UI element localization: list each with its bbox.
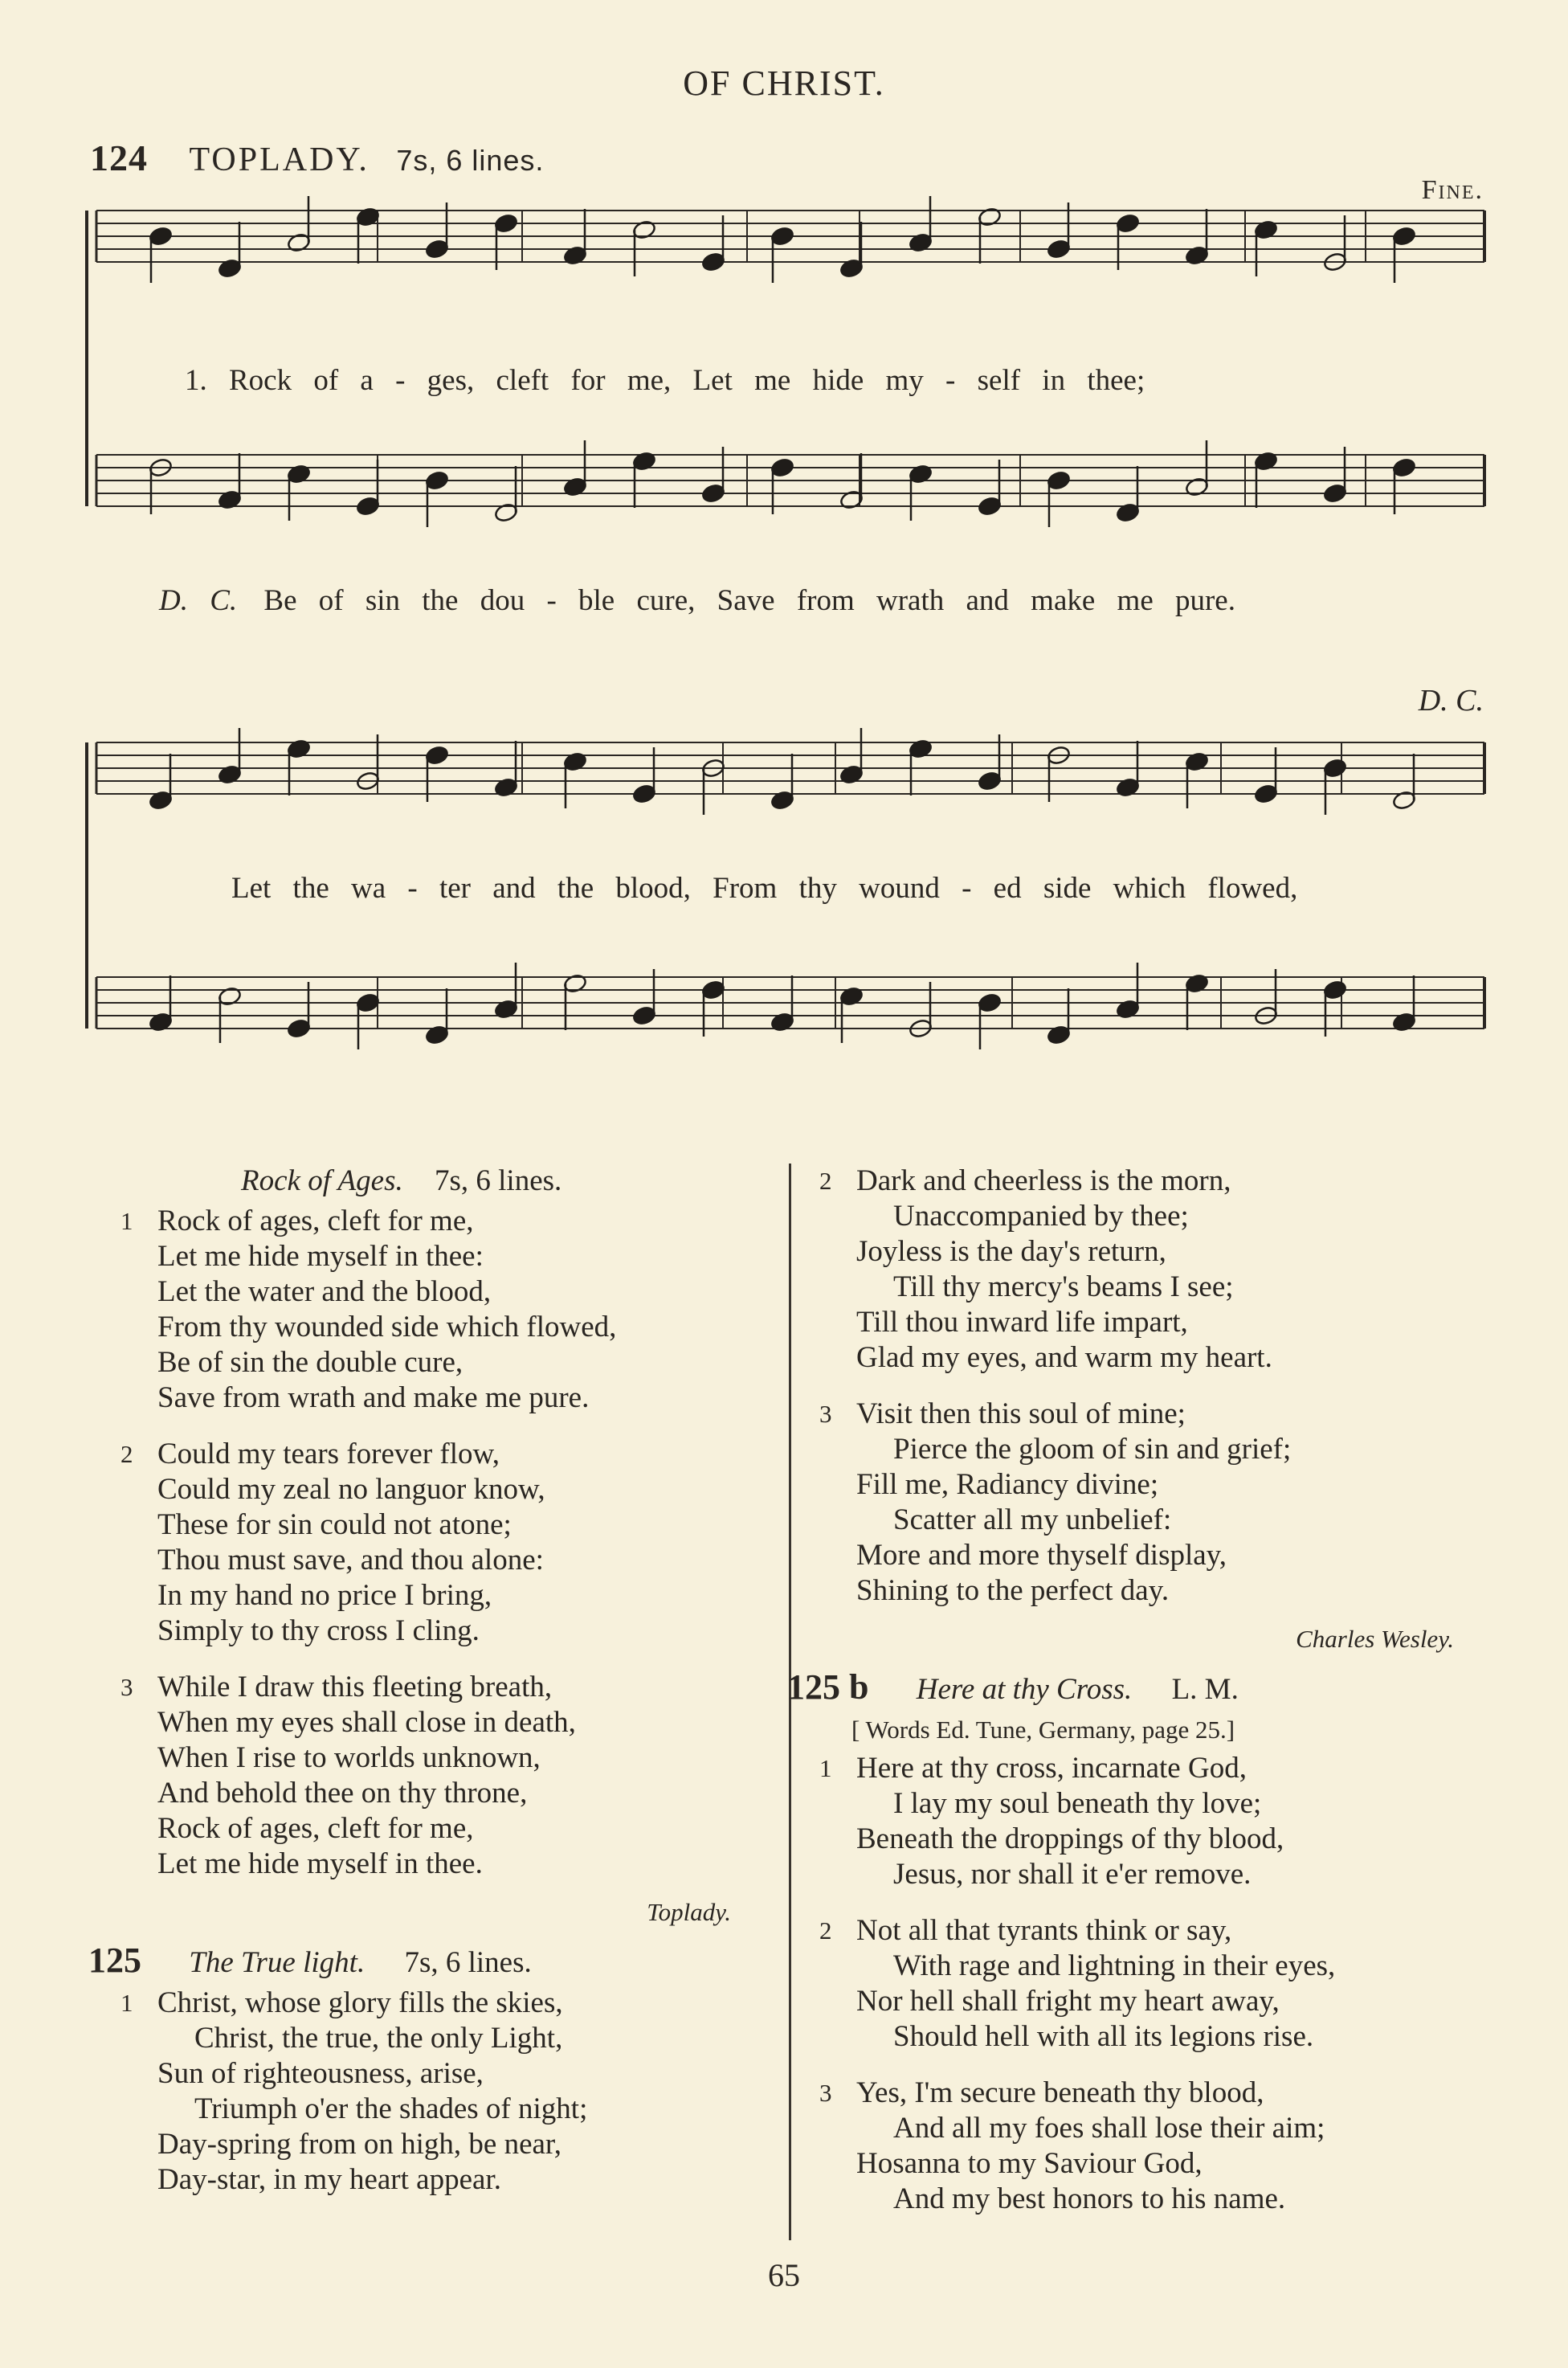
hymn-125b-title: Here at thy Cross. — [916, 1673, 1133, 1706]
note-head — [218, 986, 243, 1007]
verse-number: 3 — [819, 2079, 832, 2107]
note-head — [632, 783, 657, 804]
hymn-124-verse-3 — [120, 1670, 763, 1882]
verse-line: Not all that tyrants think or say, — [856, 1914, 1232, 1947]
verse-line: In my hand no price I bring, — [157, 1579, 492, 1612]
note-head — [149, 226, 174, 247]
verse-line: While I draw this fleeting breath, — [157, 1671, 553, 1703]
note-head — [839, 489, 864, 510]
note-head — [149, 1012, 174, 1033]
note-head — [287, 232, 312, 253]
hymn-125b-verse-2 — [819, 1913, 1486, 2055]
verse-line: Joyless is the day's return, — [856, 1235, 1166, 1268]
verse-line: Beneath the droppings of thy blood, — [856, 1822, 1284, 1855]
hymn-125b-verse-1 — [819, 1751, 1486, 1892]
verse-line: More and more thyself display, — [856, 1539, 1227, 1572]
verse-line: Visit then this soul of mine; — [856, 1397, 1186, 1430]
note-head — [1116, 502, 1141, 523]
verse-line: Jesus, nor shall it e'er remove. — [893, 1858, 1252, 1891]
verse-line: Let me hide myself in thee: — [157, 1240, 484, 1273]
verse-line: Day-spring from on high, be near, — [157, 2128, 562, 2161]
note-head — [1047, 470, 1072, 491]
note-head — [701, 758, 726, 779]
verse-line: And behold thee on thy throne, — [157, 1777, 528, 1810]
hymn-125-verse-3 — [819, 1397, 1486, 1609]
hymn-124-verse-2 — [120, 1437, 763, 1649]
lyric-line-2 — [159, 583, 1235, 618]
verse-line: Dark and cheerless is the morn, — [856, 1164, 1231, 1197]
note-head — [909, 464, 933, 485]
note-head — [839, 258, 864, 279]
dc-label: D. C. — [159, 584, 238, 617]
note-head — [632, 1005, 657, 1026]
hymn-125-meter: 7s, 6 lines. — [404, 1946, 532, 1979]
verse-line: When my eyes shall close in death, — [157, 1706, 576, 1739]
note-head — [632, 219, 657, 240]
verse-line: Rock of ages, cleft for me, — [157, 1812, 474, 1845]
note-head — [909, 232, 933, 253]
note-head — [1392, 790, 1417, 811]
verse-line: Should hell with all its legions rise. — [893, 2020, 1314, 2053]
verse-number: 1 — [819, 1754, 832, 1782]
fine-mark: Fine. — [1421, 175, 1484, 205]
verse-number: 3 — [120, 1673, 133, 1701]
verse-line: With rage and lightning in their eyes, — [893, 1949, 1336, 1982]
note-head — [632, 451, 657, 472]
hymn-124-title — [241, 1164, 763, 1199]
note-head — [425, 470, 450, 491]
verse-line: Scatter all my unbelief: — [893, 1503, 1172, 1536]
note-head — [1047, 1024, 1072, 1045]
verse-line: Could my tears forever flow, — [157, 1438, 500, 1470]
lyric-line-2-text: Be of sin the dou - ble cure, Save from wrath and make me pure. — [263, 584, 1235, 617]
tune-number: 124 — [90, 137, 148, 178]
tune-name: TOPLADY. — [189, 141, 370, 178]
note-head — [770, 790, 795, 811]
note-head — [356, 992, 381, 1013]
note-head — [218, 489, 243, 510]
note-head — [356, 496, 381, 517]
note-head — [1323, 758, 1348, 779]
note-head — [1254, 1005, 1279, 1026]
page-title: OF CHRIST. — [683, 63, 885, 103]
hymn-124-name: Rock of Ages. — [241, 1164, 403, 1197]
hymn-124-author: Toplady. — [647, 1898, 731, 1926]
hymn-125-heading — [88, 1943, 763, 1981]
verse-line: Day-star, in my heart appear. — [157, 2163, 501, 2196]
note-head — [978, 771, 1002, 791]
note-head — [1185, 751, 1210, 772]
verse-line: From thy wounded side which flowed, — [157, 1311, 617, 1344]
note-head — [701, 980, 726, 1000]
note-head — [149, 790, 174, 811]
verse-line: Be of sin the double cure, — [157, 1346, 463, 1379]
note-head — [770, 457, 795, 478]
dc-mark: D. C. — [1418, 684, 1484, 718]
tune-heading — [90, 137, 544, 179]
note-head — [563, 245, 588, 266]
note-head — [149, 457, 174, 478]
note-head — [1185, 245, 1210, 266]
note-head — [701, 483, 726, 504]
hymn-125-verse-2 — [819, 1164, 1486, 1376]
verse-line: These for sin could not atone; — [157, 1508, 512, 1541]
verse-line: Pierce the gloom of sin and grief; — [893, 1433, 1292, 1466]
note-head — [770, 1012, 795, 1033]
note-head — [1185, 973, 1210, 994]
hymn-125-verse-1 — [120, 1986, 763, 2198]
note-head — [356, 207, 381, 227]
note-head — [978, 496, 1002, 517]
verse-line: Shining to the perfect day. — [856, 1574, 1170, 1607]
note-head — [1254, 219, 1279, 240]
note-head — [287, 1018, 312, 1039]
verse-line: I lay my soul beneath thy love; — [893, 1787, 1262, 1820]
verse-line: Here at thy cross, incarnate God, — [856, 1752, 1247, 1785]
note-head — [770, 226, 795, 247]
note-head — [909, 1018, 933, 1039]
verse-line: Glad my eyes, and warm my heart. — [856, 1341, 1272, 1374]
verse-line: Thou must save, and thou alone: — [157, 1544, 544, 1577]
hymn-124-meter: 7s, 6 lines. — [434, 1164, 562, 1197]
note-head — [978, 207, 1002, 227]
note-head — [1116, 777, 1141, 798]
hymn-125b-verse-3 — [819, 2076, 1486, 2217]
verse-line: Till thou inward life impart, — [856, 1306, 1188, 1339]
verse-line: Christ, the true, the only Light, — [194, 2022, 563, 2055]
note-head — [1323, 252, 1348, 272]
note-head — [701, 252, 726, 272]
note-head — [1254, 783, 1279, 804]
hymn-125-title: The True light. — [189, 1946, 365, 1979]
verse-line: And my best honors to his name. — [893, 2182, 1286, 2215]
note-head — [1323, 980, 1348, 1000]
verse-number: 1 — [120, 1207, 133, 1235]
verse-line: Triumph o'er the shades of night; — [194, 2092, 588, 2125]
note-head — [1116, 999, 1141, 1020]
verse-number: 2 — [819, 1916, 832, 1945]
note-head — [287, 738, 312, 759]
hymn-125b-heading — [787, 1667, 1486, 1707]
note-head — [1392, 457, 1417, 478]
verse-number: 2 — [819, 1167, 832, 1195]
hymn-125-author: Charles Wesley. — [1296, 1625, 1454, 1653]
hymn-125b-note: [ Words Ed. Tune, Germany, page 25.] — [851, 1716, 1235, 1744]
verse-line: Let me hide myself in thee. — [157, 1847, 483, 1880]
verse-line: Fill me, Radiancy divine; — [856, 1468, 1159, 1501]
lyric-line-3: Let the wa - ter and the blood, From thy wound - ed side which flowed, — [231, 872, 1298, 905]
note-head — [287, 464, 312, 485]
verse-number: 2 — [120, 1440, 133, 1468]
page-number: 65 — [768, 2257, 800, 2293]
right-column — [787, 1164, 1486, 2238]
note-head — [218, 764, 243, 785]
hymn-125-number: 125 — [88, 1941, 141, 1980]
note-head — [1254, 451, 1279, 472]
note-head — [1185, 476, 1210, 497]
hymn-124-verse-1 — [120, 1204, 763, 1416]
verse-line: Yes, I'm secure beneath thy blood, — [856, 2076, 1264, 2109]
verse-line: Rock of ages, cleft for me, — [157, 1204, 474, 1237]
note-head — [218, 258, 243, 279]
verse-line: Till thy mercy's beams I see; — [893, 1270, 1234, 1303]
note-head — [978, 992, 1002, 1013]
verse-line: Simply to thy cross I cling. — [157, 1614, 480, 1647]
verse-line: Christ, whose glory fills the skies, — [157, 1986, 563, 2019]
note-head — [425, 1024, 450, 1045]
verse-line: Save from wrath and make me pure. — [157, 1381, 590, 1414]
hymn-125b-meter: L. M. — [1171, 1673, 1239, 1706]
note-head — [563, 751, 588, 772]
note-head — [1047, 239, 1072, 260]
verse-line: Hosanna to my Saviour God, — [856, 2147, 1203, 2180]
note-head — [839, 764, 864, 785]
verse-line: Let the water and the blood, — [157, 1275, 492, 1308]
hymn-125b-number: 125 b — [787, 1667, 869, 1707]
note-head — [425, 239, 450, 260]
verse-line: And all my foes shall lose their aim; — [893, 2112, 1325, 2145]
note-head — [494, 999, 519, 1020]
note-head — [563, 973, 588, 994]
verse-number: 1 — [120, 1989, 133, 2017]
note-head — [1323, 483, 1348, 504]
verse-line: Nor hell shall fright my heart away, — [856, 1985, 1280, 2018]
note-head — [1392, 1012, 1417, 1033]
note-head — [494, 502, 519, 523]
note-head — [494, 213, 519, 234]
verse-line: Could my zeal no languor know, — [157, 1473, 545, 1506]
note-head — [563, 476, 588, 497]
verse-line: Unaccompanied by thee; — [893, 1200, 1189, 1233]
tune-meter: 7s, 6 lines. — [396, 144, 545, 177]
note-head — [494, 777, 519, 798]
note-head — [1047, 745, 1072, 766]
verse-line: When I rise to worlds unknown, — [157, 1741, 541, 1774]
note-head — [1392, 226, 1417, 247]
left-column — [88, 1164, 763, 2219]
verse-line: Sun of righteousness, arise, — [157, 2057, 484, 2090]
lyric-line-1: 1. Rock of a - ges, cleft for me, Let me hide my - self in thee; — [185, 364, 1145, 397]
note-head — [909, 738, 933, 759]
note-head — [839, 986, 864, 1007]
note-head — [356, 771, 381, 791]
verse-number: 3 — [819, 1400, 832, 1428]
note-head — [1116, 213, 1141, 234]
note-head — [425, 745, 450, 766]
